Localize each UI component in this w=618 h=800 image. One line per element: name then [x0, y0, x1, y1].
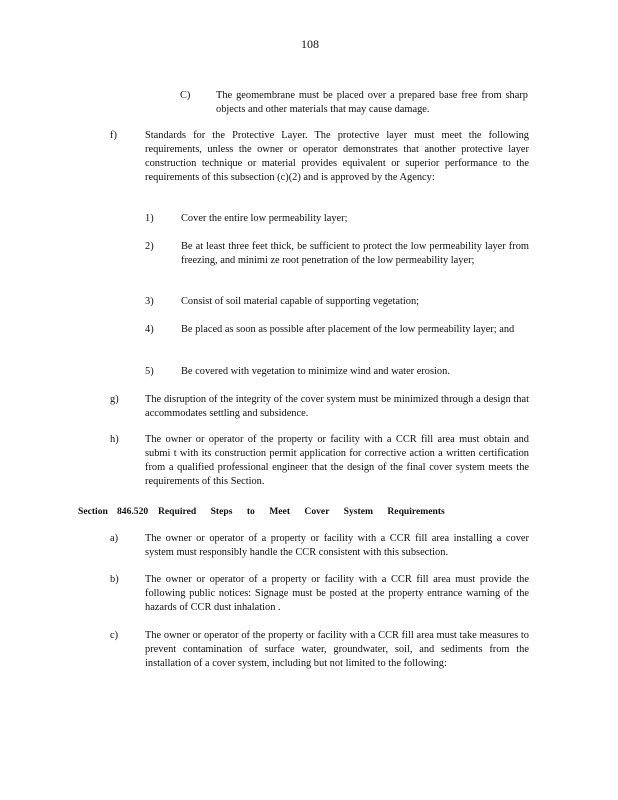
subitem-text-3: Consist of soil material capable of supporting vegetation; — [181, 296, 420, 307]
subitem-text-2: Be at least three feet thick, be sufficient to protect the low permeability layer from freezing, and minimi ze root penetration of the low permeability layer; — [181, 241, 529, 266]
section-number: 846.520 — [117, 506, 149, 517]
item-text-f: Standards for the Protective Layer. The protective layer must meet the following requirements, unless the owner or operator demonstrates that another protective layer construction technique or material provides equivalent or superior performance to the requirements of this subsection (c)(2) and is approved by the Agency: — [145, 130, 529, 183]
item-label-b: b) — [110, 574, 119, 585]
item-label-g: g) — [110, 394, 119, 405]
item-label-c: c) — [110, 630, 119, 641]
subitem-label-1: 1) — [145, 213, 154, 224]
item-text-h: The owner or operator of the property or facility with a CCR fill area must obtain and submi t with its construction permit application for corrective action a written certification from a qualified professional engineer that the design of the final cover system meets the requirements of this Section. — [145, 434, 529, 487]
section-label: Section — [78, 506, 108, 517]
subitem-text-1: Cover the entire low permeability layer; — [181, 213, 348, 224]
page-number: 108 — [301, 37, 319, 51]
subitem-label-4: 4) — [145, 324, 154, 335]
item-label-h: h) — [110, 434, 119, 445]
item-label-c-upper: C) — [180, 90, 191, 101]
item-text-b: The owner or operator of a property or facility with a CCR fill area must provide the following public notices: Signage must be posted at the property entrance warning of the hazards of CCR dust inhalation . — [145, 574, 529, 613]
section-title: Required Steps to Meet Cover System Requirements — [158, 506, 445, 517]
item-text-c: The owner or operator of the property or facility with a CCR fill area must take measures to prevent contamination of surface water, groundwater, soil, and sediments from the installation of a cover system, including but not limited to the following: — [145, 630, 529, 669]
subitem-text-4: Be placed as soon as possible after placement of the low permeability layer; and — [181, 324, 515, 335]
subitem-label-3: 3) — [145, 296, 154, 307]
item-text-g: The disruption of the integrity of the cover system must be minimized through a design that accommodates settling and subsidence. — [145, 394, 529, 419]
item-label-a: a) — [110, 533, 119, 544]
subitem-label-5: 5) — [145, 366, 154, 377]
subitem-text-5: Be covered with vegetation to minimize wind and water erosion. — [181, 366, 450, 377]
subitem-label-2: 2) — [145, 241, 154, 252]
item-text-a: The owner or operator of a property or facility with a CCR fill area installing a cover system must responsibly handle the CCR consistent with this subsection. — [145, 533, 529, 558]
item-label-f: f) — [110, 130, 117, 141]
item-text-c-upper: The geomembrane must be placed over a prepared base free from sharp objects and other materials that may cause damage. — [216, 90, 528, 115]
